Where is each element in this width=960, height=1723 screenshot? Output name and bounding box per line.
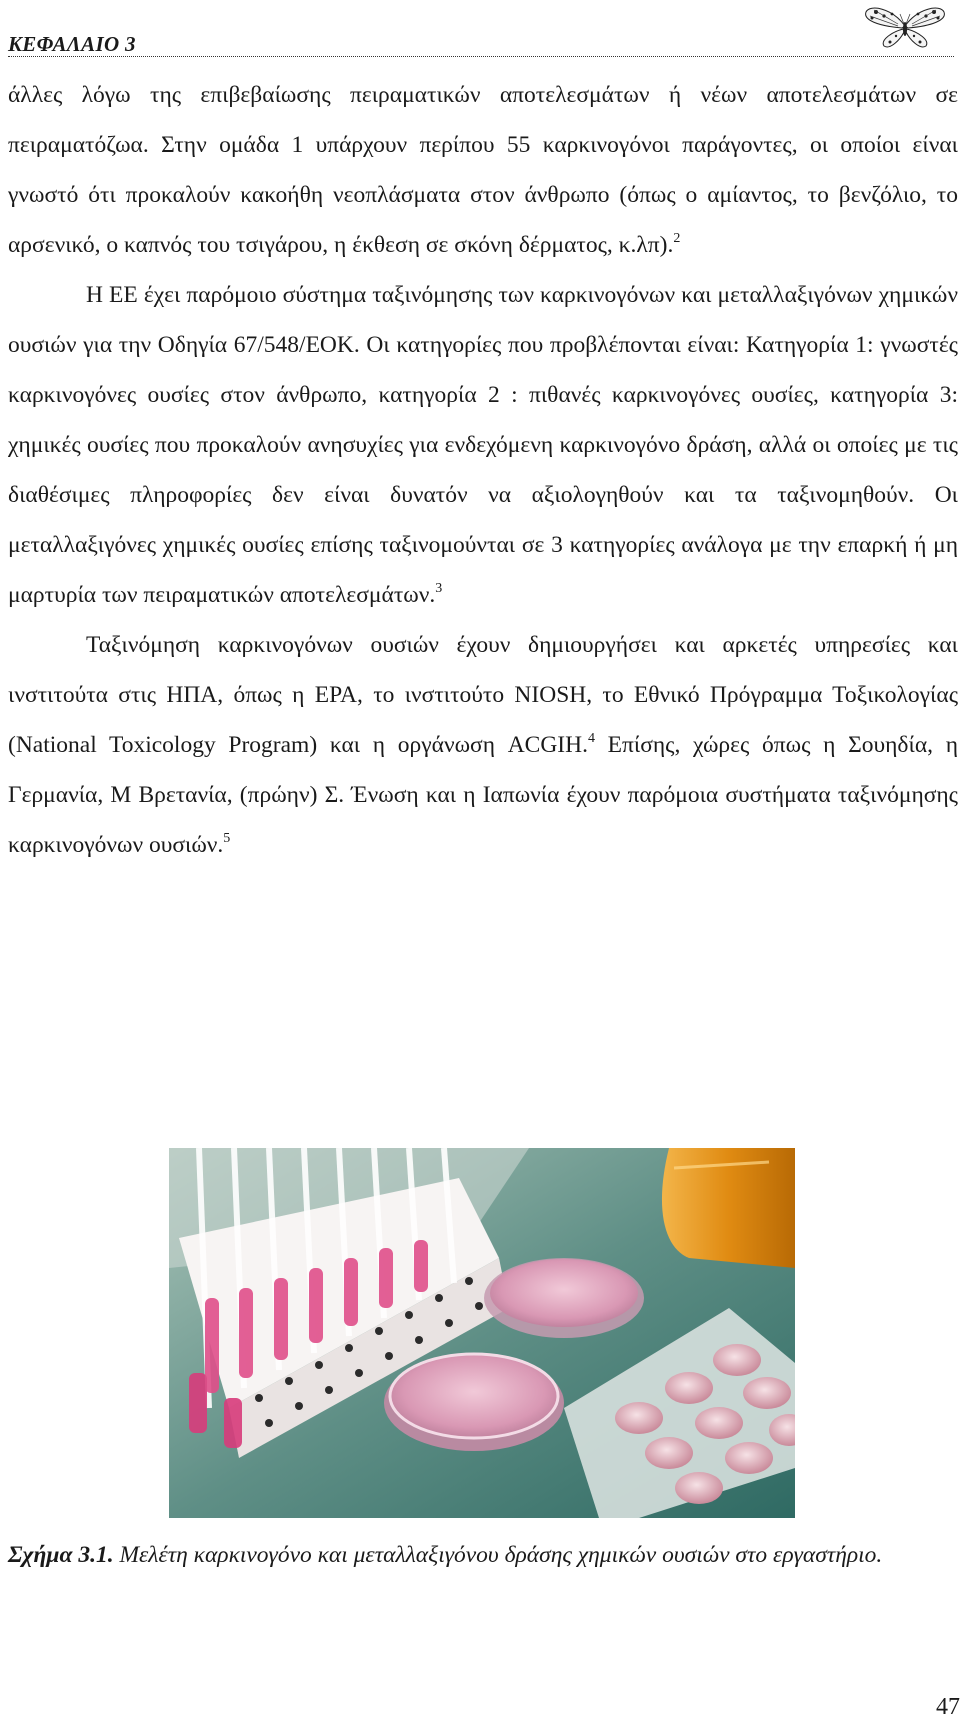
figure-caption: Σχήμα 3.1. Μελέτη καρκινογόνο και μεταλλαξιγόνου δράσης χημικών ουσιών στο εργαστήριο. — [8, 1542, 883, 1568]
figure-label: Σχήμα 3.1. — [8, 1542, 114, 1568]
paragraph: Η ΕΕ έχει παρόμοιο σύστημα ταξινόμησης των καρκινογόνων και μεταλλαξιγόνων χημικών ουσιών για την Οδηγία 67/548/ΕΟΚ. Οι κατηγορίες που προβλέπονται είναι: Κατηγορία 1: γνωστές καρκινογόνες ουσίες στον άνθρωπο, κατηγορία 2 : πιθανές καρκινογόνες ουσίες, κατηγορία 3: χημικές ουσίες που προκαλούν ανησυχίες για ενδεχόμενη καρκινογόνο δράση, αλλά οι οποίες με τις διαθέσιμες πληροφορίες δεν είναι δυνατόν να αξιολογηθούν και τα ταξινομηθούν. Οι μεταλλαξιγόνες χημικές ουσίες επίσης ταξινομούνται σε 3 κατηγορίες ανάλογα με την επαρκή ή μη μαρτυρία των πειραματικών αποτελεσμάτων.$^3$ — [8, 282, 958, 608]
paragraph: Ταξινόμηση καρκινογόνων ουσιών έχουν δημιουργήσει και αρκετές υπηρεσίες και ινστιτούτα στις ΗΠΑ, όπως η EPA, το ινστιτούτο NIOSH, το Εθνικό Πρόγραμμα Τοξικολογίας (National Toxicology Program) και η οργάνωση ACGIH.$^4$ Επίσης, χώρες όπως η Σουηδία, η Γερμανία, Μ Βρετανία, (πρώην) Σ. Ένωση και η Ιαπωνία έχουν παρόμοια συστήματα ταξινόμησης καρκινογόνων ουσιών.$^5$ — [8, 632, 958, 858]
lab-photo — [169, 1148, 795, 1518]
chapter-title: ΚΕΦΑΛΑΙΟ 3 — [8, 32, 136, 56]
paragraph: άλλες λόγω της επιβεβαίωσης πειραματικών αποτελεσμάτων ή νέων αποτελεσμάτων σε πειραματόζωα. Στην ομάδα 1 υπάρχουν περίπου 55 καρκινογόνοι παράγοντες, οι οποίοι είναι γνωστό ότι προκαλούν κακοήθη νεοπλάσματα στον άνθρωπο (όπως ο αμίαντος, το βενζόλιο, το αρσενικό, ο καπνός του τσιγάρου, η έκθεση σε σκόνη δέρματος, κ.λπ).$^2$ — [8, 82, 958, 258]
footnote-ref[interactable]: 3 — [435, 581, 443, 596]
page-number: 47 — [936, 1694, 960, 1720]
butterfly-icon — [862, 2, 948, 50]
body-text — [8, 70, 958, 870]
footnote-ref[interactable]: 2 — [673, 231, 681, 246]
running-header — [8, 30, 954, 57]
footnote-ref[interactable]: 5 — [223, 831, 231, 846]
footnote-ref[interactable]: 4 — [587, 731, 595, 746]
